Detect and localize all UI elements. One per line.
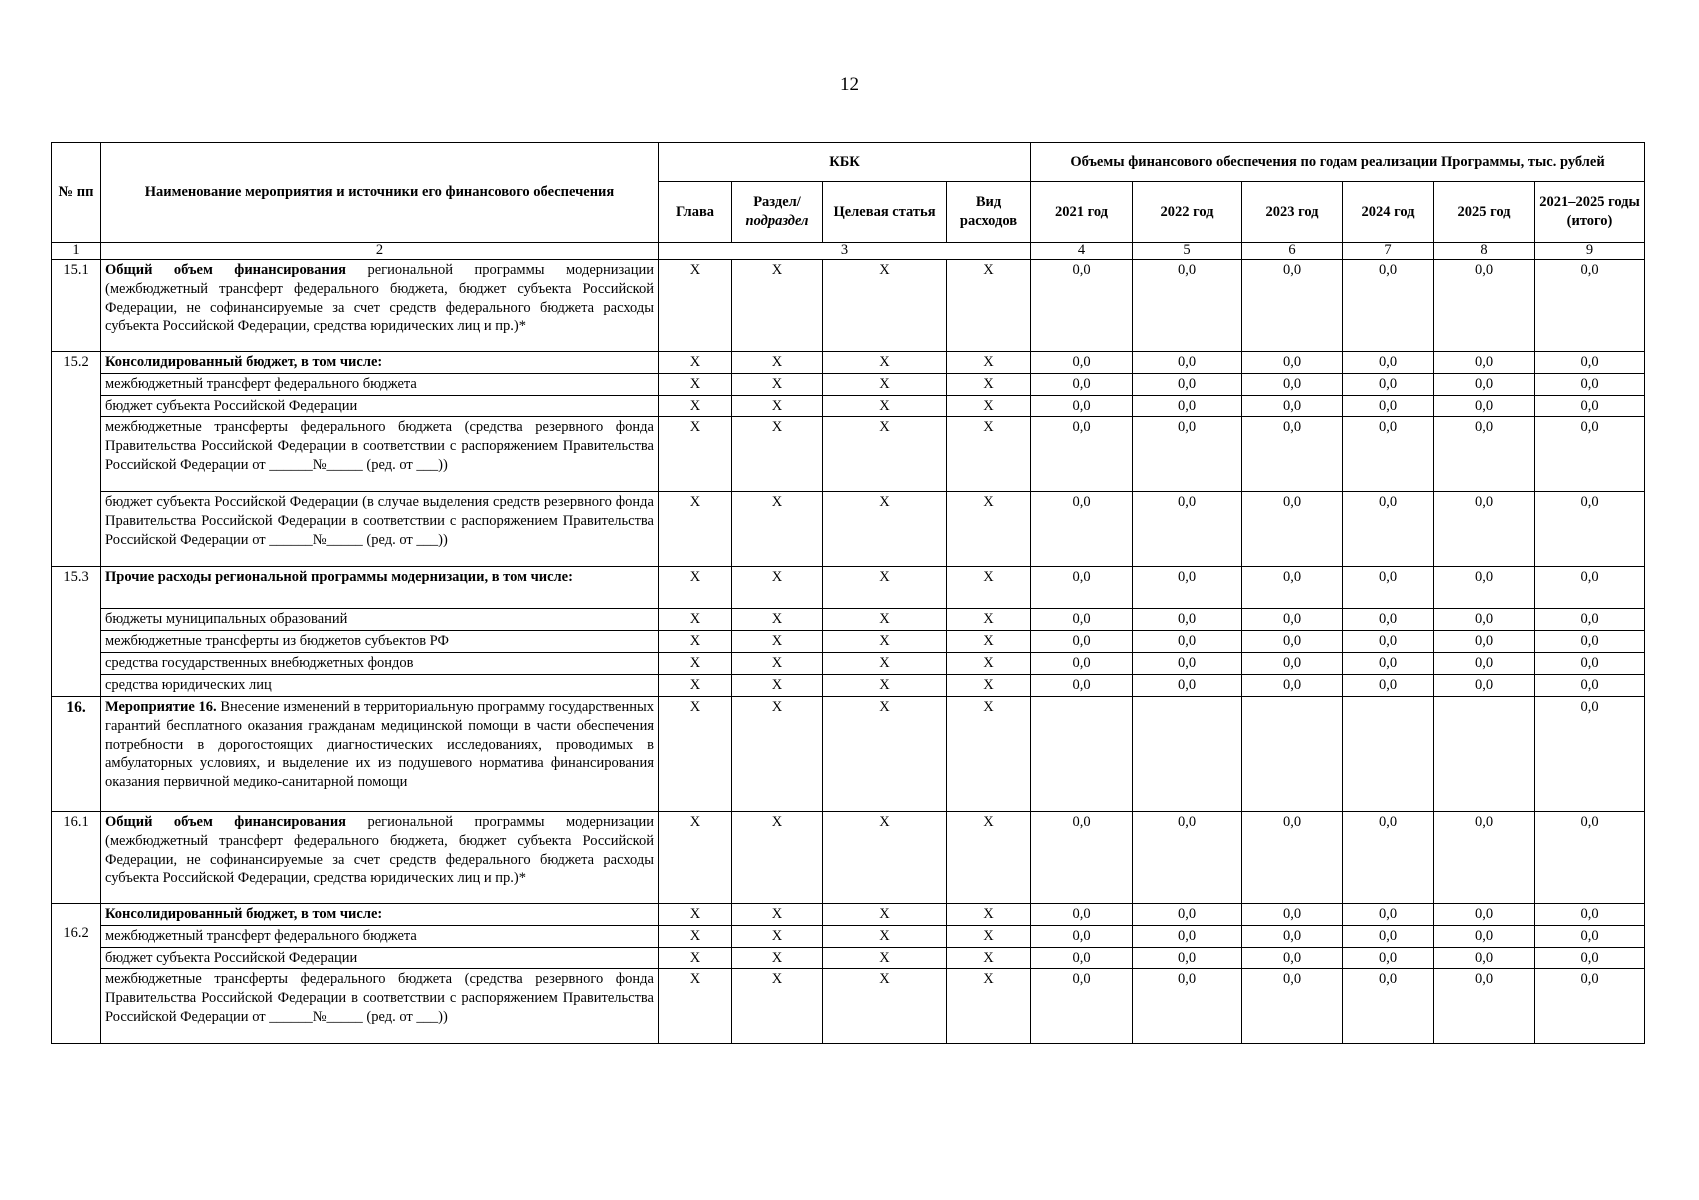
kbk-cell: Х [732,696,823,811]
kbk-cell: Х [823,653,947,675]
value-cell: 0,0 [1242,373,1343,395]
value-cell: 0,0 [1133,811,1242,903]
row-name [101,373,659,395]
colnum-5: 5 [1133,243,1242,260]
value-cell: 0,0 [1343,567,1434,609]
row-name-bold: Консолидированный бюджет, в том числе: [105,353,383,370]
value-cell: 0,0 [1031,969,1133,1044]
value-cell: 0,0 [1535,631,1645,653]
kbk-cell: Х [659,696,732,811]
kbk-cell: Х [947,925,1031,947]
value-cell: 0,0 [1434,811,1535,903]
value-cell: 0,0 [1242,947,1343,969]
kbk-cell: Х [659,653,732,675]
row-name [101,609,659,631]
kbk-cell: Х [732,903,823,925]
kbk-cell: Х [947,631,1031,653]
row-name-text: средства юридических лиц [105,677,272,693]
value-cell: 0,0 [1031,675,1133,697]
value-cell: 0,0 [1031,417,1133,492]
row-name [101,395,659,417]
table-row [52,696,1645,811]
kbk-cell: Х [732,351,823,373]
kbk-cell: Х [947,653,1031,675]
value-cell: 0,0 [1133,395,1242,417]
table-row [52,395,1645,417]
row-name [101,259,659,351]
kbk-cell: Х [947,675,1031,697]
kbk-cell: Х [823,567,947,609]
row-name-bold: Общий объем финансирования [105,261,347,278]
kbk-cell: Х [659,567,732,609]
value-cell [1031,696,1133,811]
header-razdel-b: подраздел [745,213,809,229]
row-number: 16.2 [52,903,101,1044]
header-2022: 2022 год [1133,182,1242,243]
kbk-cell: Х [732,675,823,697]
value-cell: 0,0 [1343,903,1434,925]
value-cell: 0,0 [1343,492,1434,567]
table-row [52,373,1645,395]
kbk-cell: Х [947,373,1031,395]
row-name [101,351,659,373]
value-cell: 0,0 [1031,631,1133,653]
header-volumes: Объемы финансового обеспечения по годам реализации Программы, тыс. рублей [1031,143,1645,182]
kbk-cell: Х [947,259,1031,351]
row-name [101,631,659,653]
value-cell: 0,0 [1434,903,1535,925]
value-cell: 0,0 [1343,675,1434,697]
kbk-cell: Х [947,417,1031,492]
value-cell: 0,0 [1031,492,1133,567]
kbk-cell: Х [659,351,732,373]
row-name [101,492,659,567]
value-cell: 0,0 [1343,609,1434,631]
value-cell: 0,0 [1031,259,1133,351]
value-cell: 0,0 [1535,567,1645,609]
value-cell: 0,0 [1242,811,1343,903]
table-row [52,631,1645,653]
row-name-text: региональной программы модернизации (межбюджетный трансферт федерального бюджета, бюджет субъекта Российской Федерации, не софинансируемые за счет средств федерального бюджета расходы субъекта Российской Федерации, средства юридических лиц и пр.)* [105,813,655,887]
colnum-7: 7 [1343,243,1434,260]
kbk-cell: Х [823,259,947,351]
row-name [101,653,659,675]
value-cell: 0,0 [1535,609,1645,631]
kbk-cell: Х [732,395,823,417]
value-cell: 0,0 [1434,675,1535,697]
kbk-cell: Х [732,969,823,1044]
row-number: 15.2 [52,351,101,567]
value-cell: 0,0 [1343,351,1434,373]
kbk-cell: Х [823,696,947,811]
value-cell: 0,0 [1031,351,1133,373]
header-2025: 2025 год [1434,182,1535,243]
kbk-cell: Х [659,631,732,653]
value-cell: 0,0 [1343,811,1434,903]
kbk-cell: Х [732,653,823,675]
value-cell: 0,0 [1031,373,1133,395]
kbk-cell: Х [732,492,823,567]
value-cell: 0,0 [1535,417,1645,492]
value-cell: 0,0 [1343,947,1434,969]
kbk-cell: Х [659,675,732,697]
row-name-text: межбюджетные трансферты из бюджетов субъектов РФ [105,633,449,650]
row-name-text: бюджет субъекта Российской Федерации (в случае выделения средств резервного фонда Правительства Российской Федерации в соответствии с распоряжением Правительства Российской Федерации от ______№_____ (ред. от ___)) [105,494,654,549]
row-name-text: межбюджетные трансферты федерального бюджета (средства резервного фонда Правительства Российской Федерации в соответствии с распоряжением Правительства Российской Федерации от ______№_____ (ред. от ___)) [105,971,654,1026]
kbk-cell: Х [732,925,823,947]
table-row [52,947,1645,969]
value-cell: 0,0 [1031,947,1133,969]
value-cell: 0,0 [1434,609,1535,631]
value-cell: 0,0 [1133,492,1242,567]
value-cell: 0,0 [1434,947,1535,969]
header-total: 2021–2025 годы (итого) [1535,182,1645,243]
value-cell: 0,0 [1434,351,1535,373]
kbk-cell: Х [659,609,732,631]
row-name [101,417,659,492]
value-cell: 0,0 [1133,653,1242,675]
value-cell: 0,0 [1133,259,1242,351]
value-cell: 0,0 [1242,903,1343,925]
value-cell: 0,0 [1343,631,1434,653]
value-cell: 0,0 [1133,567,1242,609]
value-cell: 0,0 [1434,631,1535,653]
kbk-cell: Х [732,947,823,969]
row-number: 16. [52,696,101,811]
row-name-text: средства государственных внебюджетных фондов [105,655,414,672]
value-cell: 0,0 [1242,609,1343,631]
value-cell: 0,0 [1535,395,1645,417]
kbk-cell: Х [823,631,947,653]
table-row [52,811,1645,903]
row-name-text: межбюджетный трансферт федерального бюджета [105,927,417,944]
value-cell: 0,0 [1242,395,1343,417]
value-cell: 0,0 [1031,811,1133,903]
kbk-cell: Х [947,811,1031,903]
header-kbk: КБК [659,143,1031,182]
kbk-cell: Х [947,395,1031,417]
value-cell: 0,0 [1434,492,1535,567]
header-nn: № пп [52,143,101,243]
value-cell: 0,0 [1242,351,1343,373]
colnum-1: 1 [52,243,101,260]
kbk-cell: Х [823,925,947,947]
value-cell: 0,0 [1343,417,1434,492]
kbk-cell: Х [659,395,732,417]
table-row [52,925,1645,947]
kbk-cell: Х [947,609,1031,631]
header-razdel-a: Раздел/ [753,194,801,211]
row-name-text: межбюджетные трансферты федерального бюджета (средства резервного фонда Правительства Российской Федерации в соответствии с распоряжением Правительства Российской Федерации от ______№_____ (ред. от ___)) [105,419,654,474]
row-name-bold: Мероприятие 16. [105,698,217,715]
header-2021: 2021 год [1031,182,1133,243]
table-row [52,675,1645,697]
table-row [52,417,1645,492]
row-number: 15.3 [52,567,101,696]
value-cell: 0,0 [1535,696,1645,811]
value-cell: 0,0 [1535,492,1645,567]
header-vid: Вид расходов [947,182,1031,243]
value-cell: 0,0 [1242,631,1343,653]
kbk-cell: Х [659,969,732,1044]
value-cell: 0,0 [1031,903,1133,925]
table-row [52,609,1645,631]
value-cell [1133,696,1242,811]
table-row [52,259,1645,351]
value-cell: 0,0 [1535,351,1645,373]
value-cell: 0,0 [1343,653,1434,675]
value-cell [1434,696,1535,811]
header-name: Наименование мероприятия и источники его финансового обеспечения [101,143,659,243]
kbk-cell: Х [659,811,732,903]
value-cell: 0,0 [1031,925,1133,947]
value-cell: 0,0 [1535,811,1645,903]
kbk-cell: Х [947,947,1031,969]
value-cell: 0,0 [1133,631,1242,653]
value-cell: 0,0 [1434,259,1535,351]
value-cell: 0,0 [1242,417,1343,492]
value-cell: 0,0 [1434,925,1535,947]
kbk-cell: Х [823,903,947,925]
kbk-cell: Х [659,492,732,567]
financing-table [51,142,1645,1044]
row-name-text: бюджеты муниципальных образований [105,611,348,628]
value-cell: 0,0 [1535,925,1645,947]
header-glava: Глава [659,182,732,243]
kbk-cell: Х [823,969,947,1044]
kbk-cell: Х [659,259,732,351]
value-cell: 0,0 [1133,351,1242,373]
row-name [101,925,659,947]
value-cell: 0,0 [1133,373,1242,395]
kbk-cell: Х [947,492,1031,567]
header-razdel [732,182,823,243]
kbk-cell: Х [823,417,947,492]
page-number: 12 [840,74,859,95]
value-cell: 0,0 [1133,947,1242,969]
header-2024: 2024 год [1343,182,1434,243]
row-name [101,567,659,609]
header-2023: 2023 год [1242,182,1343,243]
value-cell: 0,0 [1343,395,1434,417]
value-cell: 0,0 [1535,675,1645,697]
value-cell: 0,0 [1535,259,1645,351]
value-cell: 0,0 [1535,653,1645,675]
colnum-8: 8 [1434,243,1535,260]
row-name [101,969,659,1044]
value-cell: 0,0 [1434,417,1535,492]
row-name-bold: Общий объем финансирования [105,813,347,830]
table-row [52,903,1645,925]
kbk-cell: Х [732,631,823,653]
kbk-cell: Х [659,947,732,969]
value-cell: 0,0 [1434,969,1535,1044]
kbk-cell: Х [659,903,732,925]
row-name-text: бюджет субъекта Российской Федерации [105,397,358,414]
table-row [52,969,1645,1044]
value-cell: 0,0 [1031,395,1133,417]
row-name [101,947,659,969]
value-cell: 0,0 [1242,653,1343,675]
kbk-cell: Х [947,969,1031,1044]
value-cell: 0,0 [1343,969,1434,1044]
kbk-cell: Х [659,417,732,492]
value-cell: 0,0 [1242,259,1343,351]
row-name-text: межбюджетный трансферт федерального бюджета [105,375,417,392]
value-cell: 0,0 [1031,609,1133,631]
kbk-cell: Х [947,696,1031,811]
kbk-cell: Х [732,609,823,631]
value-cell: 0,0 [1535,947,1645,969]
row-name [101,675,659,697]
value-cell: 0,0 [1242,969,1343,1044]
value-cell: 0,0 [1343,925,1434,947]
value-cell: 0,0 [1133,925,1242,947]
column-number-row [52,243,1645,260]
kbk-cell: Х [947,567,1031,609]
kbk-cell: Х [823,675,947,697]
kbk-cell: Х [732,811,823,903]
value-cell: 0,0 [1535,373,1645,395]
kbk-cell: Х [823,373,947,395]
kbk-cell: Х [732,417,823,492]
value-cell: 0,0 [1242,675,1343,697]
table-row [52,351,1645,373]
value-cell: 0,0 [1031,653,1133,675]
kbk-cell: Х [659,925,732,947]
row-name-bold: Консолидированный бюджет, в том числе: [105,905,383,922]
value-cell: 0,0 [1434,395,1535,417]
kbk-cell: Х [823,395,947,417]
value-cell: 0,0 [1031,567,1133,609]
colnum-6: 6 [1242,243,1343,260]
colnum-3: 3 [659,243,1031,260]
row-number: 16.1 [52,811,101,903]
row-name-text: Внесение изменений в территориальную программу государственных гарантий бесплатного оказания гражданам медицинской помощи в части обеспечения потребности в дорогостоящих диагностических исследованиях, проводимых в амбулаторных условиях, и выделение их из подушевого норматива финансирования оказания первичной медико-санитарной помощи [105,698,654,791]
kbk-cell: Х [732,259,823,351]
row-name-text: региональной программы модернизации (межбюджетный трансферт федерального бюджета, бюджет субъекта Российской Федерации, не софинансируемые за счет средств федерального бюджета расходы субъекта Российской Федерации, средства юридических лиц и пр.)* [105,261,655,335]
header-celevaya: Целевая статья [823,182,947,243]
value-cell: 0,0 [1434,373,1535,395]
colnum-4: 4 [1031,243,1133,260]
value-cell: 0,0 [1242,567,1343,609]
row-name-bold: Прочие расходы региональной программы модернизации, в том числе: [105,569,573,586]
value-cell: 0,0 [1343,373,1434,395]
value-cell: 0,0 [1133,903,1242,925]
row-name [101,696,659,811]
kbk-cell: Х [732,373,823,395]
table-row [52,567,1645,609]
value-cell [1343,696,1434,811]
value-cell: 0,0 [1133,417,1242,492]
value-cell: 0,0 [1535,969,1645,1044]
kbk-cell: Х [947,903,1031,925]
value-cell: 0,0 [1242,925,1343,947]
kbk-cell: Х [823,811,947,903]
colnum-2: 2 [101,243,659,260]
value-cell: 0,0 [1434,567,1535,609]
kbk-cell: Х [823,492,947,567]
kbk-cell: Х [823,947,947,969]
value-cell: 0,0 [1133,675,1242,697]
kbk-cell: Х [732,567,823,609]
value-cell: 0,0 [1242,492,1343,567]
value-cell: 0,0 [1535,903,1645,925]
row-name [101,811,659,903]
table-row [52,653,1645,675]
row-number: 15.1 [52,259,101,351]
row-name-text: бюджет субъекта Российской Федерации [105,949,358,966]
kbk-cell: Х [823,351,947,373]
kbk-cell: Х [823,609,947,631]
kbk-cell: Х [659,373,732,395]
value-cell: 0,0 [1133,969,1242,1044]
value-cell [1242,696,1343,811]
value-cell: 0,0 [1434,653,1535,675]
kbk-cell: Х [947,351,1031,373]
colnum-9: 9 [1535,243,1645,260]
value-cell: 0,0 [1133,609,1242,631]
table-row [52,492,1645,567]
value-cell: 0,0 [1343,259,1434,351]
row-name [101,903,659,925]
